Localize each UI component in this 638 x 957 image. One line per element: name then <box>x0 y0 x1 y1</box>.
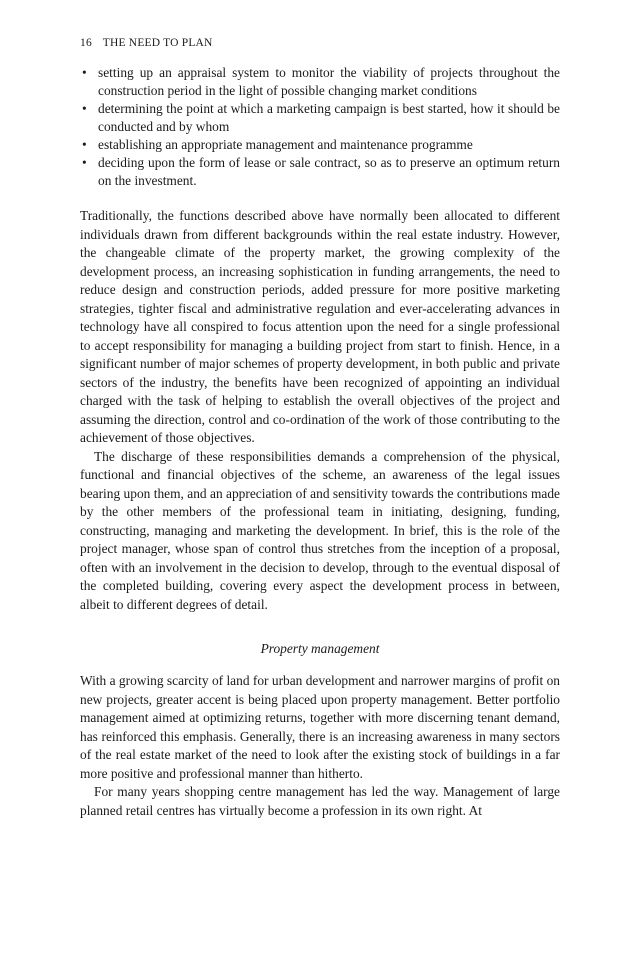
bullet-list <box>80 64 560 190</box>
bullet-item: • setting up an appraisal system to monitor the viability of projects throughout the construction period in the light of possible changing market conditions <box>80 64 560 100</box>
page-number: 16 <box>80 37 92 49</box>
bullet-item: • determining the point at which a marketing campaign is best started, how it should be conducted and by whom <box>80 100 560 136</box>
running-header <box>80 37 560 49</box>
bullet-item: • establishing an appropriate management and maintenance programme <box>80 136 560 154</box>
section-heading: Property management <box>260 641 380 656</box>
running-title: THE NEED TO PLAN <box>102 37 213 49</box>
book-page <box>80 37 560 820</box>
body-paragraph: The discharge of these responsibilities demands a comprehension of the physical, functional and financial objectives of the scheme, an awareness of the legal issues bearing upon them, and an appreciation of and sensitivity towards the contributions made by the other members of the professional team in initiating, designing, funding, constructing, managing and marketing the development. In brief, this is the role of the project manager, whose span of control thus stretches from the inception of a proposal, often with an involvement in the decision to develop, through to the eventual disposal of the completed building, covering every aspect the development process in between, albeit to different degrees of detail. <box>80 448 560 612</box>
body-paragraph: Traditionally, the functions described above have normally been allocated to different individuals drawn from different backgrounds within the real estate industry. However, the changeable climate of the property market, the growing complexity of the development process, an increasing sophistication in funding arrangements, the need to reduce design and construction periods, added pressure for more positive marketing strategies, tighter fiscal and administrative regulation and ever-accelerating advances in technology have all conspired to focus attention upon the need for a single professional to accept responsibility for managing a building project from start to finish. Hence, in a significant number of major schemes of property development, in both public and private sectors of the industry, the benefits have been recognized of appointing an individual charged with the task of helping to establish the overall objectives of the project and assuming the direction, control and co-ordination of the work of those contributing to the achievement of those objectives. <box>80 208 560 445</box>
body-paragraph: With a growing scarcity of land for urban development and narrower margins of profit on new projects, greater accent is being placed upon property management. Better portfolio management aimed at optimizing returns, together with more discerning tenant demand, has reinforced this emphasis. Generally, there is an increasing awareness in many sectors of the real estate market of the need to look after the existing stock of buildings in a far more positive and professional manner than hitherto. <box>80 673 560 781</box>
body-paragraph: For many years shopping centre management has led the way. Management of large planned retail centres has virtually become a profession in its own right. At <box>80 784 560 818</box>
bullet-item: • deciding upon the form of lease or sale contract, so as to preserve an optimum return on the investment. <box>80 154 560 190</box>
